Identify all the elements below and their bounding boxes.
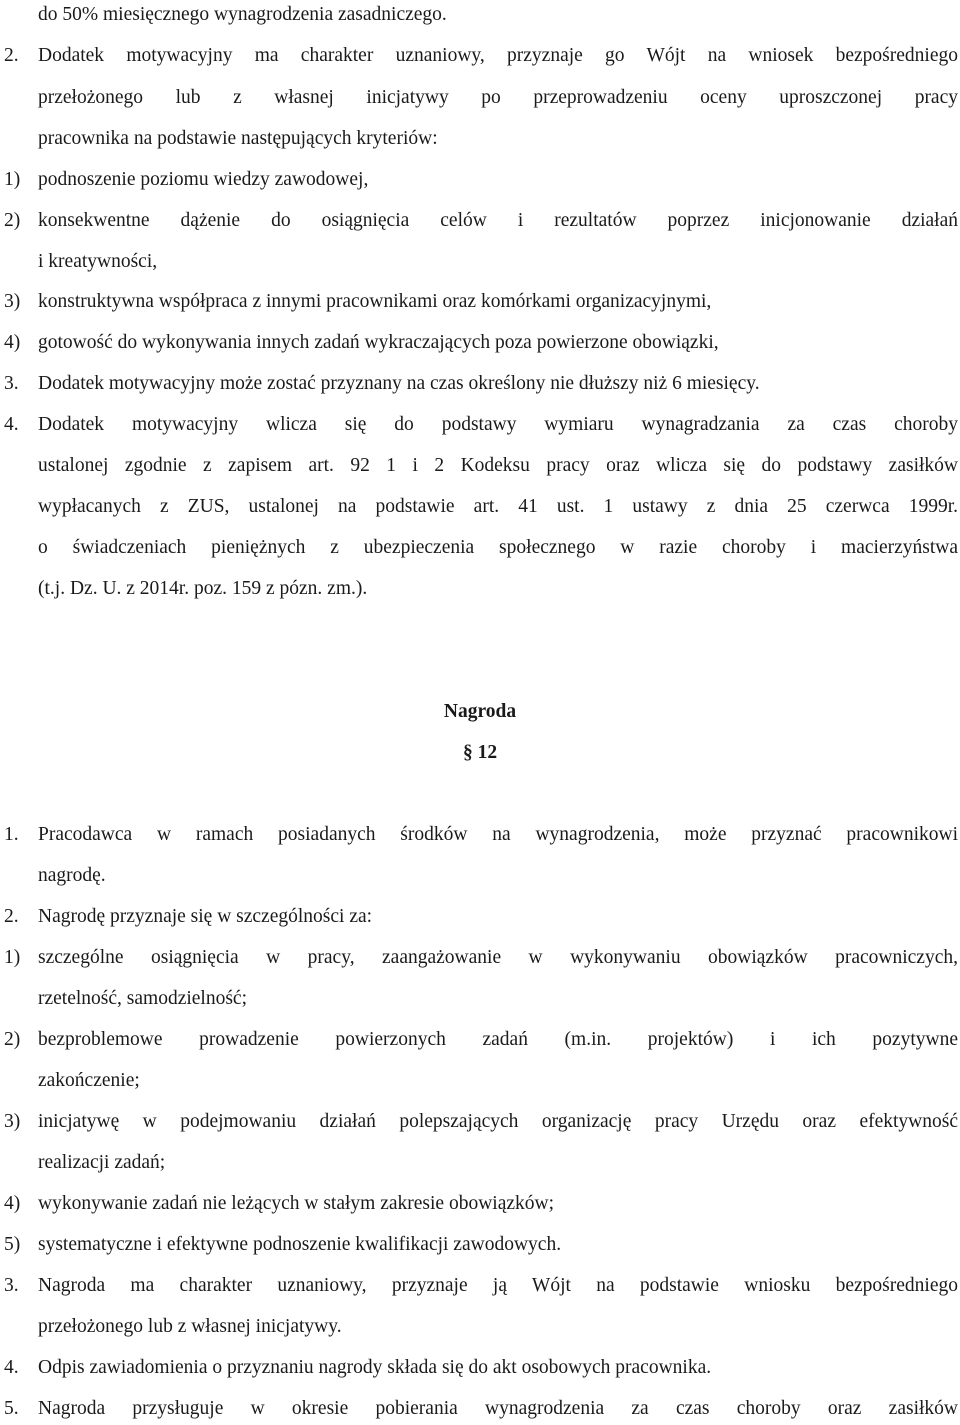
award-item-4-text: wykonywanie zadań nie leżących w stałym zakresie obowiązków; — [38, 1193, 555, 1214]
criterion-3-number: 3) — [4, 291, 21, 312]
award-item-1-line-1: szczególne osiągnięcia w pracy, zaangażowanie w wykonywaniu obowiązków pracowniczych, — [38, 947, 958, 968]
point-4-line-1: Dodatek motywacyjny wlicza się do podstawy wymiaru wynagradzania za czas choroby — [38, 414, 958, 435]
criterion-1-number: 1) — [4, 169, 21, 190]
award-item-2-line-1: bezproblemowe prowadzenie powierzonych zadań (m.in. projektów) i ich pozytywne — [38, 1029, 958, 1050]
award-item-2-line-2: zakończenie; — [38, 1070, 140, 1091]
point-2-number: 2. — [4, 45, 19, 66]
point-3-text: Dodatek motywacyjny może zostać przyznany na czas określony nie dłuższy niż 6 miesięcy. — [38, 373, 760, 394]
point-4-line-5: (t.j. Dz. U. z 2014r. poz. 159 z pózn. zm.). — [38, 578, 368, 599]
award-item-4-number: 4) — [4, 1193, 21, 1214]
award-point-4-text: Odpis zawiadomienia o przyznaniu nagrody składa się do akt osobowych pracownika. — [38, 1357, 712, 1378]
award-item-3-line-2: realizacji zadań; — [38, 1152, 166, 1173]
award-point-5-number: 5. — [4, 1398, 19, 1419]
award-item-1-number: 1) — [4, 947, 21, 968]
section-number: § 12 — [462, 742, 498, 763]
criterion-2-line-1: konsekwentne dążenie do osiągnięcia celów i rezultatów poprzez inicjonowanie działań — [38, 210, 958, 231]
point-4-line-2: ustalonej zgodnie z zapisem art. 92 1 i 2 Kodeksu pracy oraz wlicza się do podstawy zasiłków — [38, 455, 958, 476]
award-point-3-number: 3. — [4, 1275, 19, 1296]
award-item-3-number: 3) — [4, 1111, 21, 1132]
top-line: do 50% miesięcznego wynagrodzenia zasadniczego. — [38, 4, 447, 25]
criterion-2-number: 2) — [4, 210, 21, 231]
award-item-1-line-2: rzetelność, samodzielność; — [38, 988, 248, 1009]
criterion-4-text: gotowość do wykonywania innych zadań wykraczających poza powierzone obowiązki, — [38, 332, 719, 353]
section-title: Nagroda — [443, 701, 517, 722]
award-item-2-number: 2) — [4, 1029, 21, 1050]
criterion-4-number: 4) — [4, 332, 21, 353]
award-point-2-number: 2. — [4, 906, 19, 927]
award-point-1-line-2: nagrodę. — [38, 865, 106, 886]
award-item-5-number: 5) — [4, 1234, 21, 1255]
criterion-3-text: konstruktywna współpraca z innymi pracownikami oraz komórkami organizacyjnymi, — [38, 291, 712, 312]
award-point-3-line-2: przełożonego lub z własnej inicjatywy. — [38, 1316, 342, 1337]
point-2-line-3: pracownika na podstawie następujących kryteriów: — [38, 128, 438, 149]
award-point-1-line-1: Pracodawca w ramach posiadanych środków na wynagrodzenia, może przyznać pracownikowi — [38, 824, 958, 845]
award-point-3-line-1: Nagroda ma charakter uznaniowy, przyznaje ją Wójt na podstawie wniosku bezpośredniego — [38, 1275, 958, 1296]
award-item-5-text: systematyczne i efektywne podnoszenie kwalifikacji zawodowych. — [38, 1234, 562, 1255]
point-4-line-3: wypłacanych z ZUS, ustalonej na podstawie art. 41 ust. 1 ustawy z dnia 25 czerwca 1999r. — [38, 496, 958, 517]
award-point-2-text: Nagrodę przyznaje się w szczególności za: — [38, 906, 373, 927]
point-4-line-4: o świadczeniach pieniężnych z ubezpieczenia społecznego w razie choroby i macierzyństwa — [38, 537, 958, 558]
award-point-1-number: 1. — [4, 824, 19, 845]
point-3-number: 3. — [4, 373, 19, 394]
criterion-2-line-2: i kreatywności, — [38, 251, 158, 272]
award-point-5-text: Nagroda przysługuje w okresie pobierania wynagrodzenia za czas choroby oraz zasiłków — [38, 1398, 958, 1419]
point-4-number: 4. — [4, 414, 19, 435]
criterion-1-text: podnoszenie poziomu wiedzy zawodowej, — [38, 169, 369, 190]
point-2-line-1: Dodatek motywacyjny ma charakter uznaniowy, przyznaje go Wójt na wniosek bezpośredniego — [38, 45, 958, 66]
award-point-4-number: 4. — [4, 1357, 19, 1378]
point-2-line-2: przełożonego lub z własnej inicjatywy po przeprowadzeniu oceny uproszczonej pracy — [38, 87, 958, 108]
award-item-3-line-1: inicjatywę w podejmowaniu działań polepszających organizację pracy Urzędu oraz efektywność — [38, 1111, 958, 1132]
